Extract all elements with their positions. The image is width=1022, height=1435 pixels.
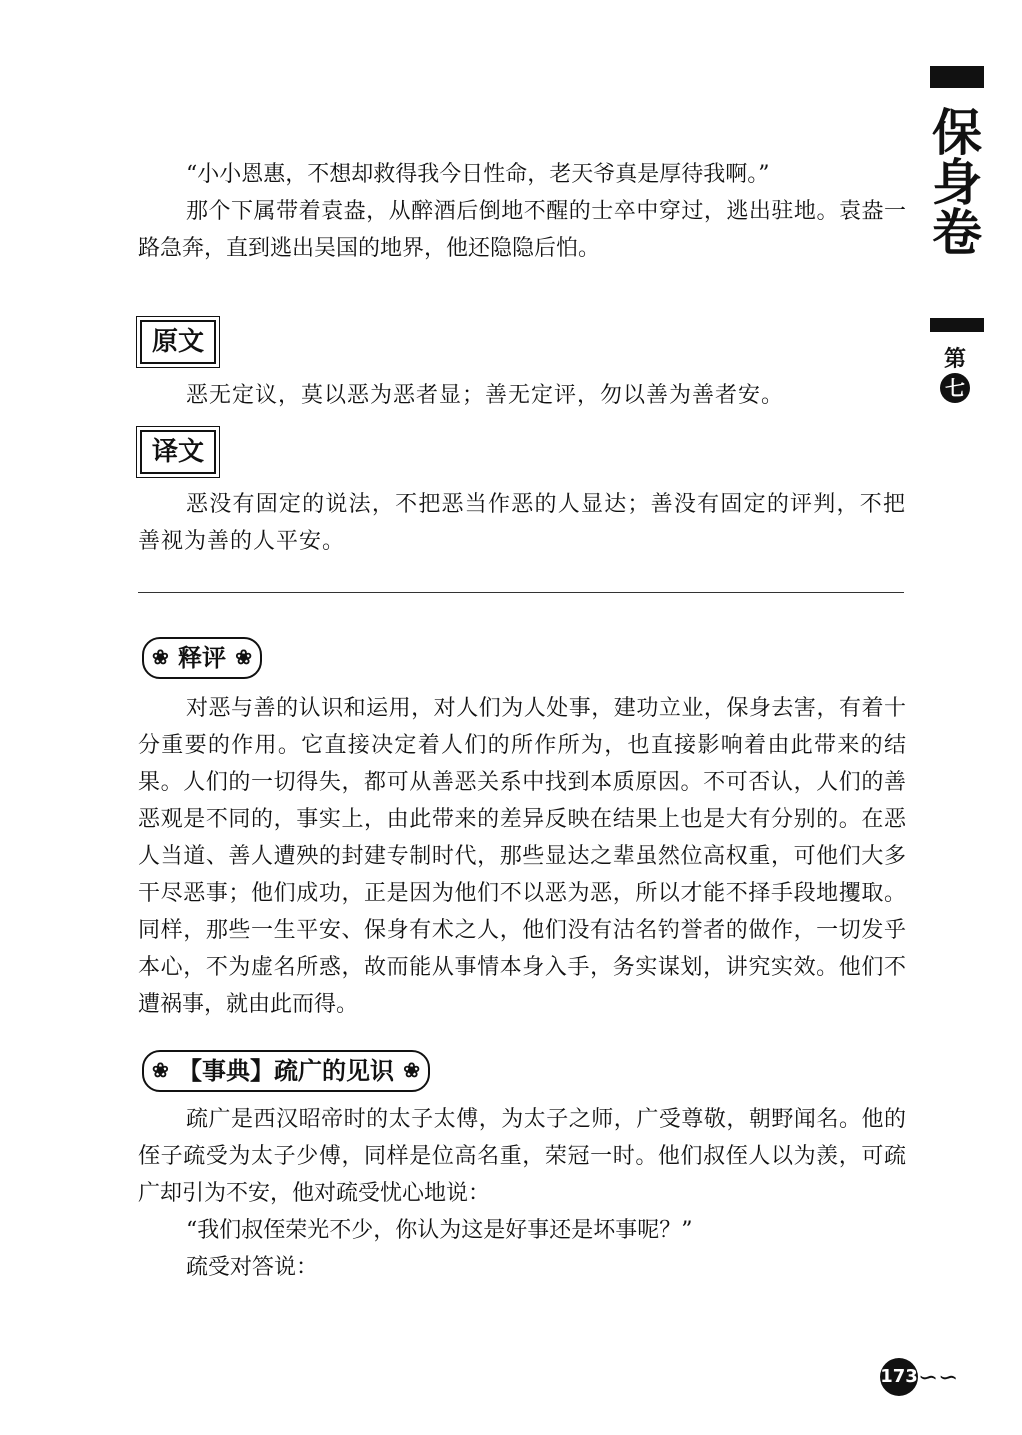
shidian-reply: 疏受对答说： — [186, 1255, 319, 1280]
scroll-curl-icon: ❀ — [152, 645, 169, 669]
yuanwen-text: 恶无定议，莫以恶为恶者显；善无定评，勿以善为善者安。 — [186, 383, 785, 408]
scroll-curl-icon: ❀ — [403, 1058, 420, 1082]
chapter-number-prefix: 第 — [943, 346, 966, 372]
yiwen-text: 恶没有固定的说法，不把恶当作恶的人显达；善没有固定的评判，不把善视为善的人平安。 — [138, 492, 906, 554]
side-banner-bottom-bar — [930, 318, 984, 332]
yiwen-heading: 译文 — [140, 430, 216, 474]
scroll-curl-icon: ❀ — [152, 1058, 169, 1082]
page-number: 173 — [880, 1358, 918, 1396]
story-quote: “小小恩惠，不想却救得我今日性命，老天爷真是厚待我啊。” — [186, 162, 770, 187]
shidian-heading-label: 【事典】疏广的见识 — [178, 1056, 394, 1085]
cloud-ornament-icon: ∽∽ — [918, 1363, 959, 1391]
side-banner-title: 保身卷 — [924, 106, 983, 256]
shidian-paragraph: 疏广是西汉昭帝时的太子太傅，为太子之师，广受尊敬，朝野闻名。他的侄子疏受为太子少傅，同样是位高名重，荣冠一时。他们叔侄人以为羡，可疏广却引为不安，他对疏受忧心地说： — [138, 1107, 906, 1206]
shiping-text: 对恶与善的认识和运用，对人们为人处事，建功立业，保身去害，有着十分重要的作用。它直接决定着人们的所作所为，也直接影响着由此带来的结果。人们的一切得失，都可从善恶关系中找到本质原因。不可否认，人们的善恶观是不同的，事实上，由此带来的差异反映在结果上也是大有分别的。在恶人当道、善人遭殃的封建专制时代，那些显达之辈虽然位高权重，可他们大多干尽恶事；他们成功，正是因为他们不以恶为恶，所以才能不择手段地攫取。同样，那些一生平安、保身有术之人，他们没有沽名钓誉者的做作，一切发乎本心，不为虚名所惑，故而能从事情本身入手，务实谋划，讲究实效。他们不遭祸事，就由此而得。 — [138, 696, 906, 1017]
chapter-number-value: 七 — [940, 373, 970, 403]
shiping-heading-label: 释评 — [178, 643, 226, 672]
chapter-number — [932, 345, 978, 403]
shidian-heading — [142, 1050, 430, 1092]
side-banner-top-bar — [930, 66, 984, 88]
scroll-curl-icon: ❀ — [235, 645, 252, 669]
story-paragraph: 那个下属带着袁盎，从醉酒后倒地不醒的士卒中穿过，逃出驻地。袁盎一路急奔，直到逃出吴国的地界，他还隐隐后怕。 — [138, 199, 906, 261]
shidian-quote: “我们叔侄荣光不少，你认为这是好事还是坏事呢？” — [186, 1218, 693, 1243]
section-divider — [138, 592, 904, 593]
shiping-heading — [142, 637, 262, 679]
yuanwen-heading: 原文 — [140, 320, 216, 364]
